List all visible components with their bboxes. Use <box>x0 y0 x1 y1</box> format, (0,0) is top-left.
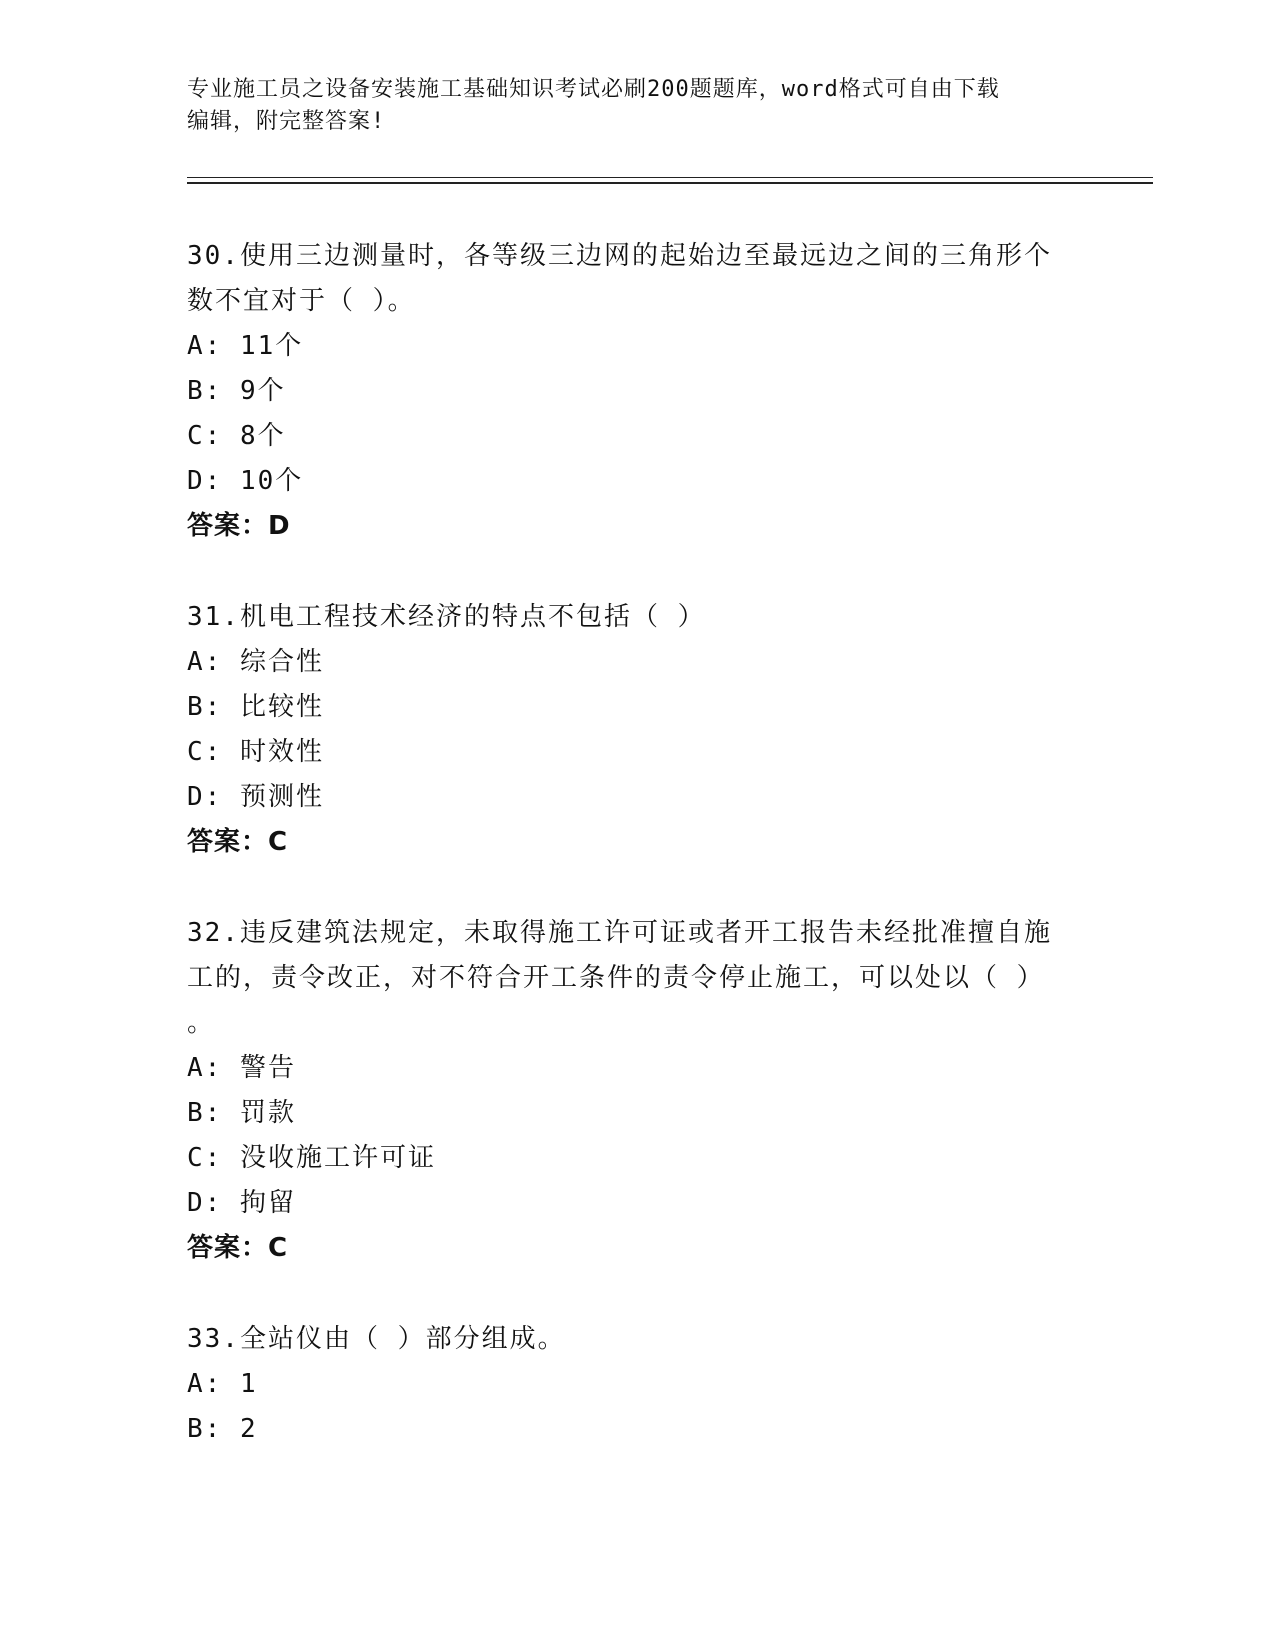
option-b: B: 9个 <box>187 376 286 406</box>
header-line-2: 编辑，附完整答案! <box>187 109 386 134</box>
option-b: B: 罚款 <box>187 1098 296 1128</box>
option-a: A: 11个 <box>187 331 304 361</box>
option-c: C: 时效性 <box>187 737 324 767</box>
header-divider-thick <box>187 182 1153 184</box>
question-stem-line: 32.违反建筑法规定，未取得施工许可证或者开工报告未经批准擅自施 <box>187 918 1052 948</box>
question-stem-line: 33.全站仪由（ ）部分组成。 <box>187 1324 566 1354</box>
question-list <box>187 234 1087 1452</box>
header-divider-thin <box>187 177 1153 178</box>
question-31 <box>187 595 1087 865</box>
question-spacer <box>187 865 1087 911</box>
option-d: D: 预测性 <box>187 782 324 812</box>
question-stem-line: 30.使用三边测量时，各等级三边网的起始边至最远边之间的三角形个 <box>187 241 1052 271</box>
question-32 <box>187 911 1087 1271</box>
option-c: C: 没收施工许可证 <box>187 1143 436 1173</box>
answer-label: 答案：C <box>187 827 289 857</box>
option-b: B: 比较性 <box>187 692 324 722</box>
option-a: A: 综合性 <box>187 647 324 677</box>
option-b: B: 2 <box>187 1414 258 1444</box>
question-33 <box>187 1317 1087 1452</box>
answer-label: 答案：C <box>187 1233 289 1263</box>
header-line-1: 专业施工员之设备安装施工基础知识考试必刷200题题库，word格式可自由下载 <box>187 77 1000 102</box>
question-spacer <box>187 549 1087 595</box>
option-d: D: 10个 <box>187 466 304 496</box>
option-c: C: 8个 <box>187 421 286 451</box>
document-header <box>187 74 1087 138</box>
question-stem-line: 31.机电工程技术经济的特点不包括（ ） <box>187 602 706 632</box>
answer-label: 答案：D <box>187 511 291 541</box>
question-30 <box>187 234 1087 549</box>
question-stem-line: 。 <box>187 1008 216 1038</box>
option-a: A: 1 <box>187 1369 258 1399</box>
question-stem-line: 工的，责令改正，对不符合开工条件的责令停止施工，可以处以（ ） <box>187 963 1045 993</box>
question-spacer <box>187 1271 1087 1317</box>
option-d: D: 拘留 <box>187 1188 296 1218</box>
option-a: A: 警告 <box>187 1053 296 1083</box>
question-stem-line: 数不宜对于（ ）。 <box>187 286 416 316</box>
